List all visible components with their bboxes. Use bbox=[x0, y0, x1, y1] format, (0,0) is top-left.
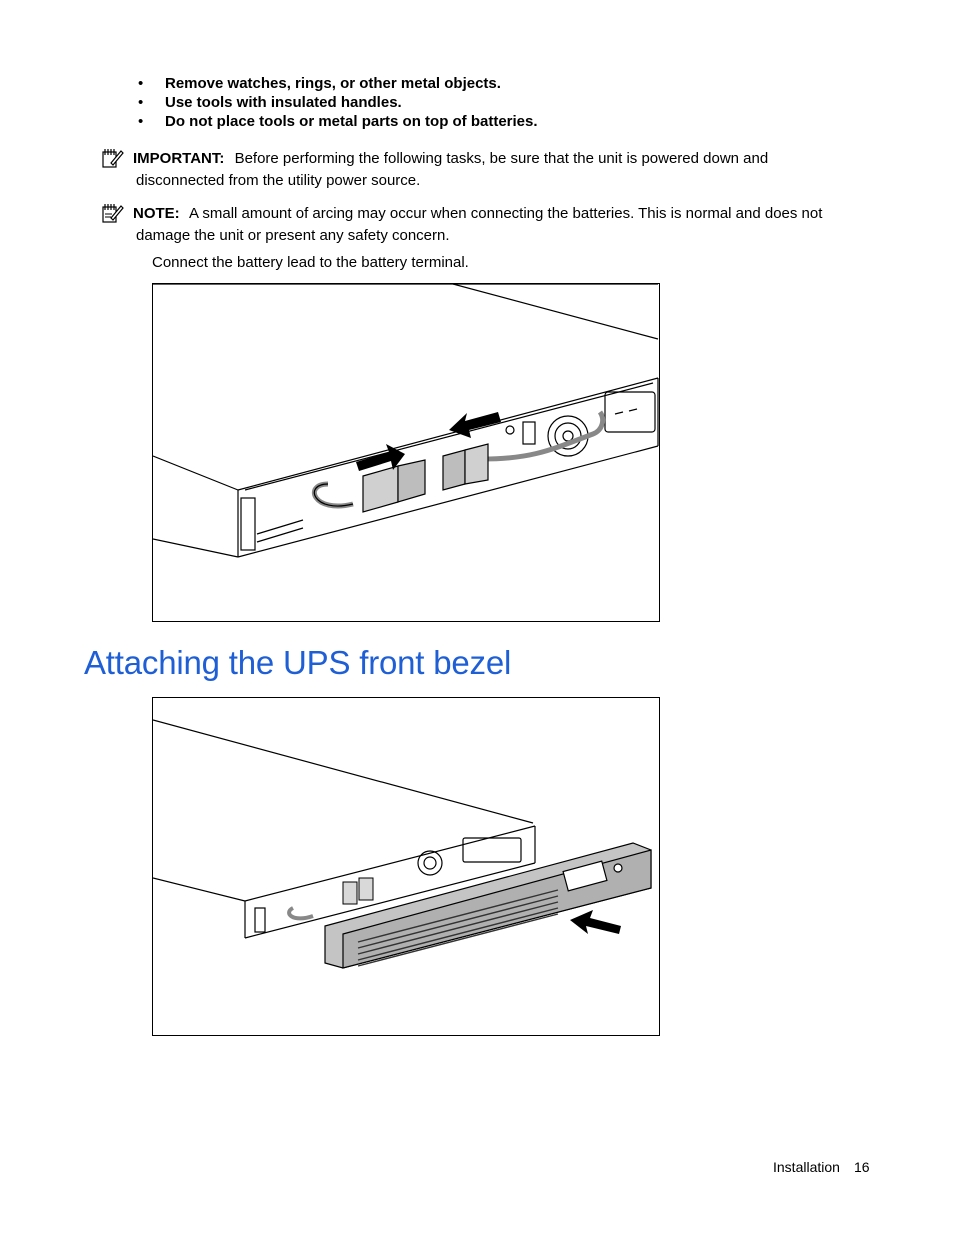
note-label: NOTE: bbox=[133, 205, 180, 222]
important-text: Before performing the following tasks, be sure that the unit is powered down and bbox=[234, 150, 769, 167]
section-heading: Attaching the UPS front bezel bbox=[84, 644, 512, 681]
ups-bezel-illustration bbox=[153, 698, 659, 1035]
battery-connection-figure bbox=[152, 283, 660, 622]
safety-bullet-list bbox=[136, 74, 538, 131]
page-number: 16 bbox=[853, 1159, 870, 1175]
bullet-item: • Use tools with insulated handles. bbox=[136, 93, 538, 112]
important-note-icon bbox=[102, 148, 124, 168]
note-icon bbox=[102, 203, 124, 223]
step-instruction: Connect the battery lead to the battery terminal. bbox=[152, 254, 469, 271]
note-notice bbox=[102, 203, 862, 246]
important-text-continued: disconnected from the utility power source. bbox=[136, 171, 421, 189]
ups-rear-illustration bbox=[153, 284, 659, 621]
important-notice bbox=[102, 148, 862, 191]
important-label: IMPORTANT: bbox=[133, 150, 225, 167]
page-footer bbox=[773, 1159, 870, 1175]
note-text: A small amount of arcing may occur when connecting the batteries. This is normal and does not bbox=[189, 205, 823, 222]
bullet-item: • Remove watches, rings, or other metal objects. bbox=[136, 74, 538, 93]
bullet-item: • Do not place tools or metal parts on top of batteries. bbox=[136, 112, 538, 131]
footer-section: Installation bbox=[773, 1159, 840, 1175]
note-text-continued: damage the unit or present any safety concern. bbox=[136, 226, 450, 244]
bezel-attachment-figure bbox=[152, 697, 660, 1036]
push-arrow bbox=[570, 910, 621, 934]
